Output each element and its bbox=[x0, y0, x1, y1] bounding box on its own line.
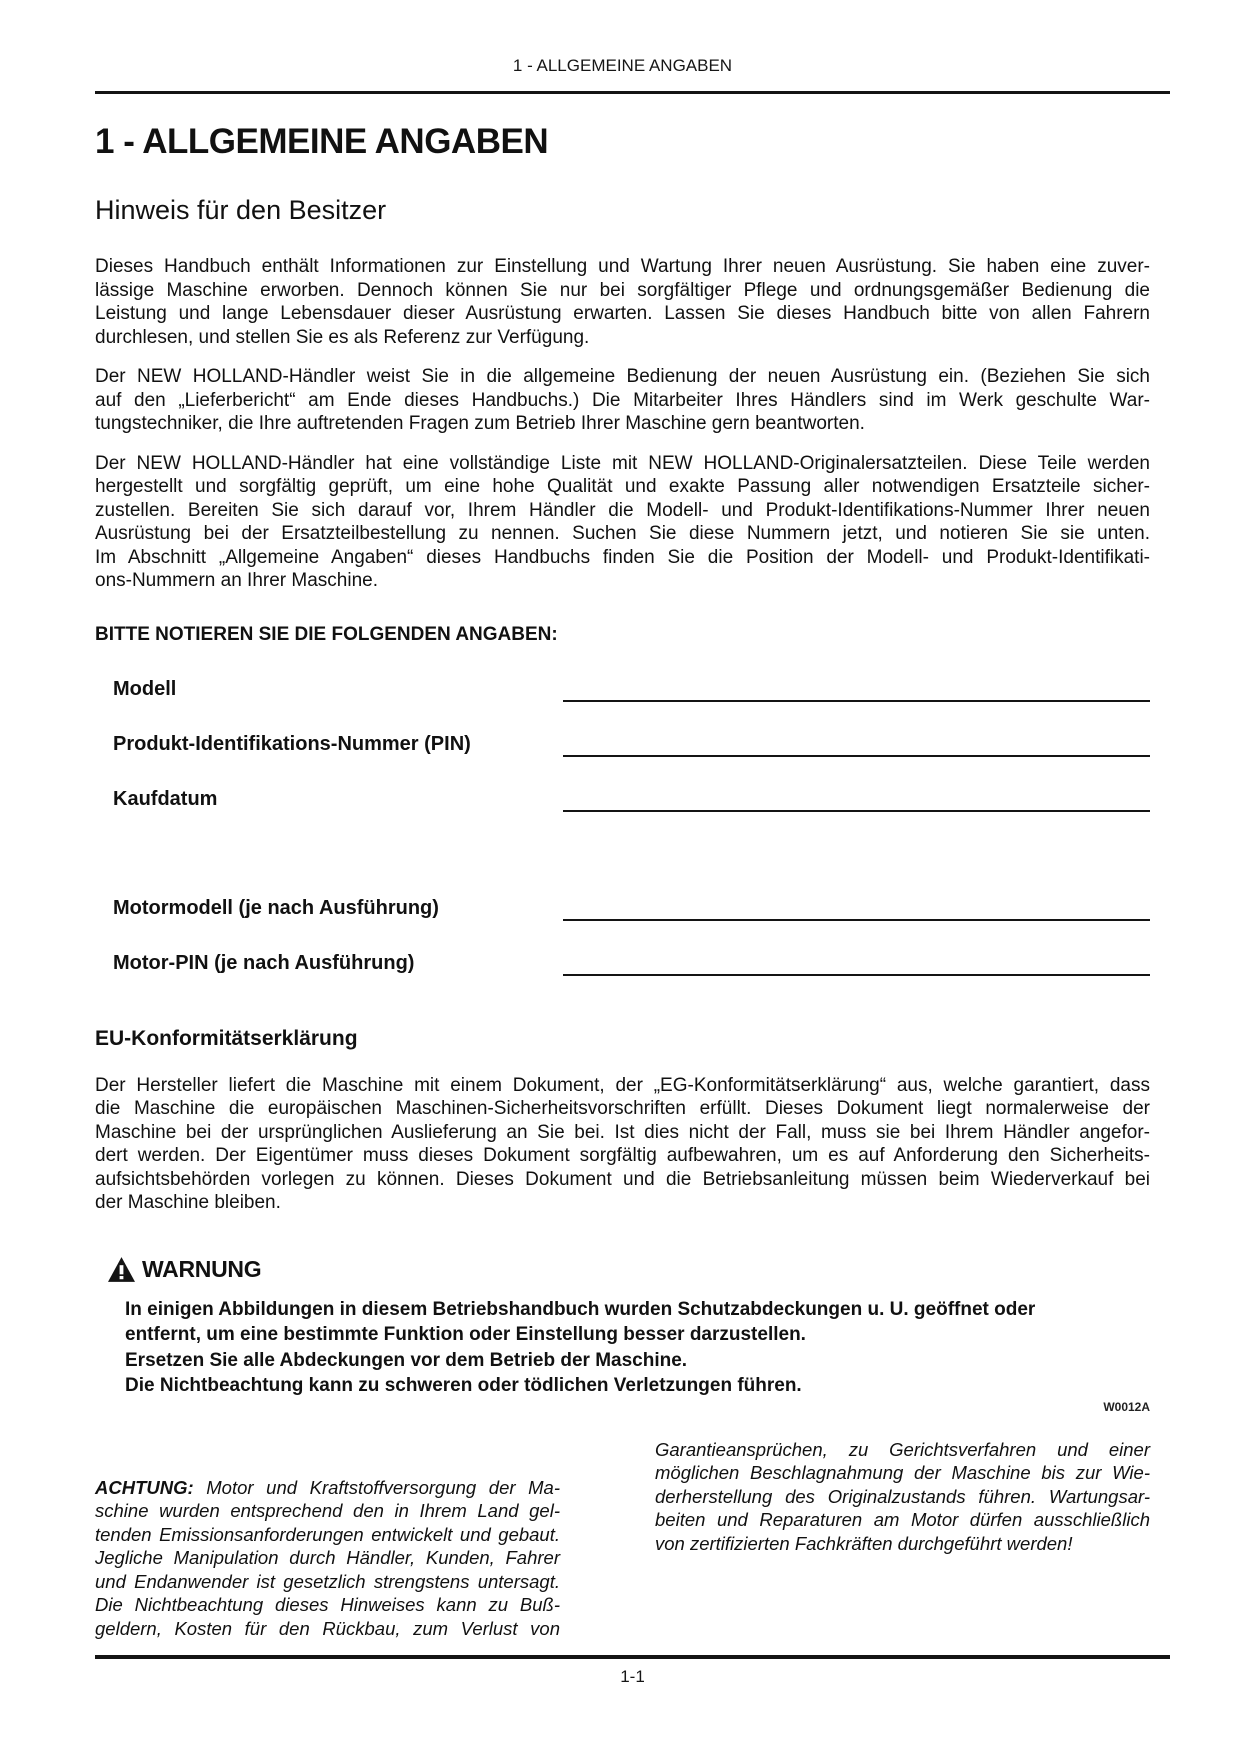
record-form bbox=[95, 674, 1150, 976]
warning-box bbox=[95, 1255, 1150, 1414]
owner-note-paragraph-2: Der NEW HOLLAND-Händler weist Sie in die allgemeine Bedienung der neuen Ausrüstung ein. (Beziehen Sie sich auf den „Lieferbericht“ am Ende dieses Handbuchs.) Die Mitarbeiter Ihres Händlers sind im Werk geschulte War- tungstechniker, die Ihre auftretenden Fragen zum Betrieb Ihrer Maschine gern beantworten. bbox=[95, 366, 1150, 434]
warning-text: In einigen Abbildungen in diesem Betriebshandbuch wurden Schutzabdeckungen u. U. geöffnet oder entfernt, um eine bestimmte Funktion oder Einstellung besser darzustellen. Ersetzen Sie alle Abdeckungen vor dem Betrieb der Maschine. Die Nichtbeachtung kann zu schweren oder tödlichen Verletzungen führen. bbox=[125, 1298, 1036, 1396]
notice-lead-line bbox=[95, 1476, 560, 1500]
engine-model-write-in-line bbox=[563, 917, 1150, 921]
purchase-date-write-in-line bbox=[563, 808, 1150, 812]
chapter-title: 1 - ALLGEMEINE ANGABEN bbox=[95, 122, 549, 161]
page-number: 1-1 bbox=[620, 1667, 645, 1686]
notice-lead-rest: Motor und Kraftstoffversorgung der Ma- bbox=[206, 1476, 560, 1498]
emission-notice-left-column bbox=[95, 1438, 560, 1641]
emission-notice-right-column: Garantieansprüchen, zu Gerichtsverfahren und einer möglichen Beschlagnahmung der Maschine bis zur Wie- derherstellung des Originalzustands führen. Wartungsar- beiten und Reparaturen am Motor dürfen ausschließlich von zertifizierten Fachkräften durchgeführt werden! bbox=[655, 1438, 1150, 1554]
engine-pin-write-in-line bbox=[563, 972, 1150, 976]
notice-lead-label: ACHTUNG: bbox=[95, 1476, 194, 1498]
warning-header bbox=[108, 1255, 1150, 1285]
field-row-pin bbox=[113, 729, 1150, 757]
emission-notice bbox=[95, 1438, 1150, 1641]
owner-note-heading: Hinweis für den Besitzer bbox=[95, 195, 387, 225]
column-gap bbox=[560, 1438, 655, 1641]
engine-model-field-label: Motormodell (je nach Ausführung) bbox=[113, 896, 439, 919]
field-row-model bbox=[113, 674, 1150, 702]
engine-pin-field-label: Motor-PIN (je nach Ausführung) bbox=[113, 951, 415, 974]
field-row-engine-pin bbox=[113, 948, 1150, 976]
footer-rule bbox=[95, 1655, 1170, 1659]
model-write-in-line bbox=[563, 698, 1150, 702]
notice-left-lines: schine wurden entsprechend den in Ihrem Land gel- tenden Emissionsanforderungen entwickelt und gebaut. Jegliche Manipulation durch Händler, Kunden, Fahrer und Endanwender ist gesetzlich strengstens untersagt. Die Nichtbeachtung dieses Hinweises kann zu Buß- geldern, Kosten für den Rückbau, zum Verlust von bbox=[95, 1500, 560, 1639]
owner-note-paragraph-1: Dieses Handbuch enthält Informationen zur Einstellung und Wartung Ihrer neuen Ausrüstung. Sie haben eine zuver- lässige Maschine erworben. Dennoch können Sie nur bei sorgfältiger Pflege und ordnungsgemäßer Bedienung die Leistung und lange Lebensdauer dieser Ausrüstung erwarten. Lassen Sie dieses Handbuch bitte von allen Fahrern durchlesen, und stellen Sie es als Referenz zur Verfügung. bbox=[95, 256, 1150, 348]
field-row-engine-model bbox=[113, 893, 1150, 921]
eu-declaration-paragraph: Der Hersteller liefert die Maschine mit einem Dokument, der „EG-Konformitätserklärung“ aus, welche garantiert, dass die Maschine die europäischen Maschinen-Sicherheitsvorschriften erfüllt. Dieses Dokument liegt normalerweise der Maschine bei der ursprünglichen Auslieferung an Sie bei. Ist dies nicht der Fall, muss sie bei Ihrem Händler angefor- dert werden. Der Eigentümer muss dieses Dokument sorgfältig aufbewahren, um es auf Anforderung den Sicherheits- aufsichtsbehörden vorlegen zu können. Dieses Dokument und die Betriebsanleitung müssen beim Wiederverkauf bei der Maschine bleiben. bbox=[95, 1074, 1150, 1213]
warning-triangle-icon bbox=[108, 1257, 135, 1282]
warning-title: WARNUNG bbox=[142, 1256, 262, 1282]
warning-signal-code: W0012A bbox=[1103, 1399, 1150, 1414]
owner-note-paragraph-3: Der NEW HOLLAND-Händler hat eine vollständige Liste mit NEW HOLLAND-Originalersatzteilen. Diese Teile werden hergestellt und sorgfältig geprüft, um eine hohe Qualität und exakte Passung aller notwendigen Ersatzteile sicher- zustellen. Bereiten Sie sich darauf vor, Ihrem Händler die Modell- und Produkt-Identifikations-Nummer Ihrer neuen Ausrüstung bei der Ersatzteilbestellung zu nennen. Suchen Sie diese Nummern jetzt, und notieren Sie sie unten. Im Abschnitt „Allgemeine Angaben“ dieses Handbuchs finden Sie die Position der Modell- und Produkt-Identifikati- ons-Nummern an Ihrer Maschine. bbox=[95, 452, 1150, 591]
running-header: 1 - ALLGEMEINE ANGABEN bbox=[512, 56, 733, 75]
page-footer bbox=[95, 1655, 1170, 1687]
page-content bbox=[95, 0, 1150, 1640]
field-row-purchase-date bbox=[113, 784, 1150, 812]
pin-field-label: Produkt-Identifikations-Nummer (PIN) bbox=[113, 732, 471, 755]
purchase-date-field-label: Kaufdatum bbox=[113, 787, 218, 810]
pin-write-in-line bbox=[563, 753, 1150, 757]
header-rule bbox=[95, 91, 1170, 94]
eu-declaration-heading: EU-Konformitätserklärung bbox=[95, 1026, 358, 1050]
model-field-label: Modell bbox=[113, 677, 177, 700]
record-intro-label: BITTE NOTIEREN SIE DIE FOLGENDEN ANGABEN: bbox=[95, 623, 558, 645]
